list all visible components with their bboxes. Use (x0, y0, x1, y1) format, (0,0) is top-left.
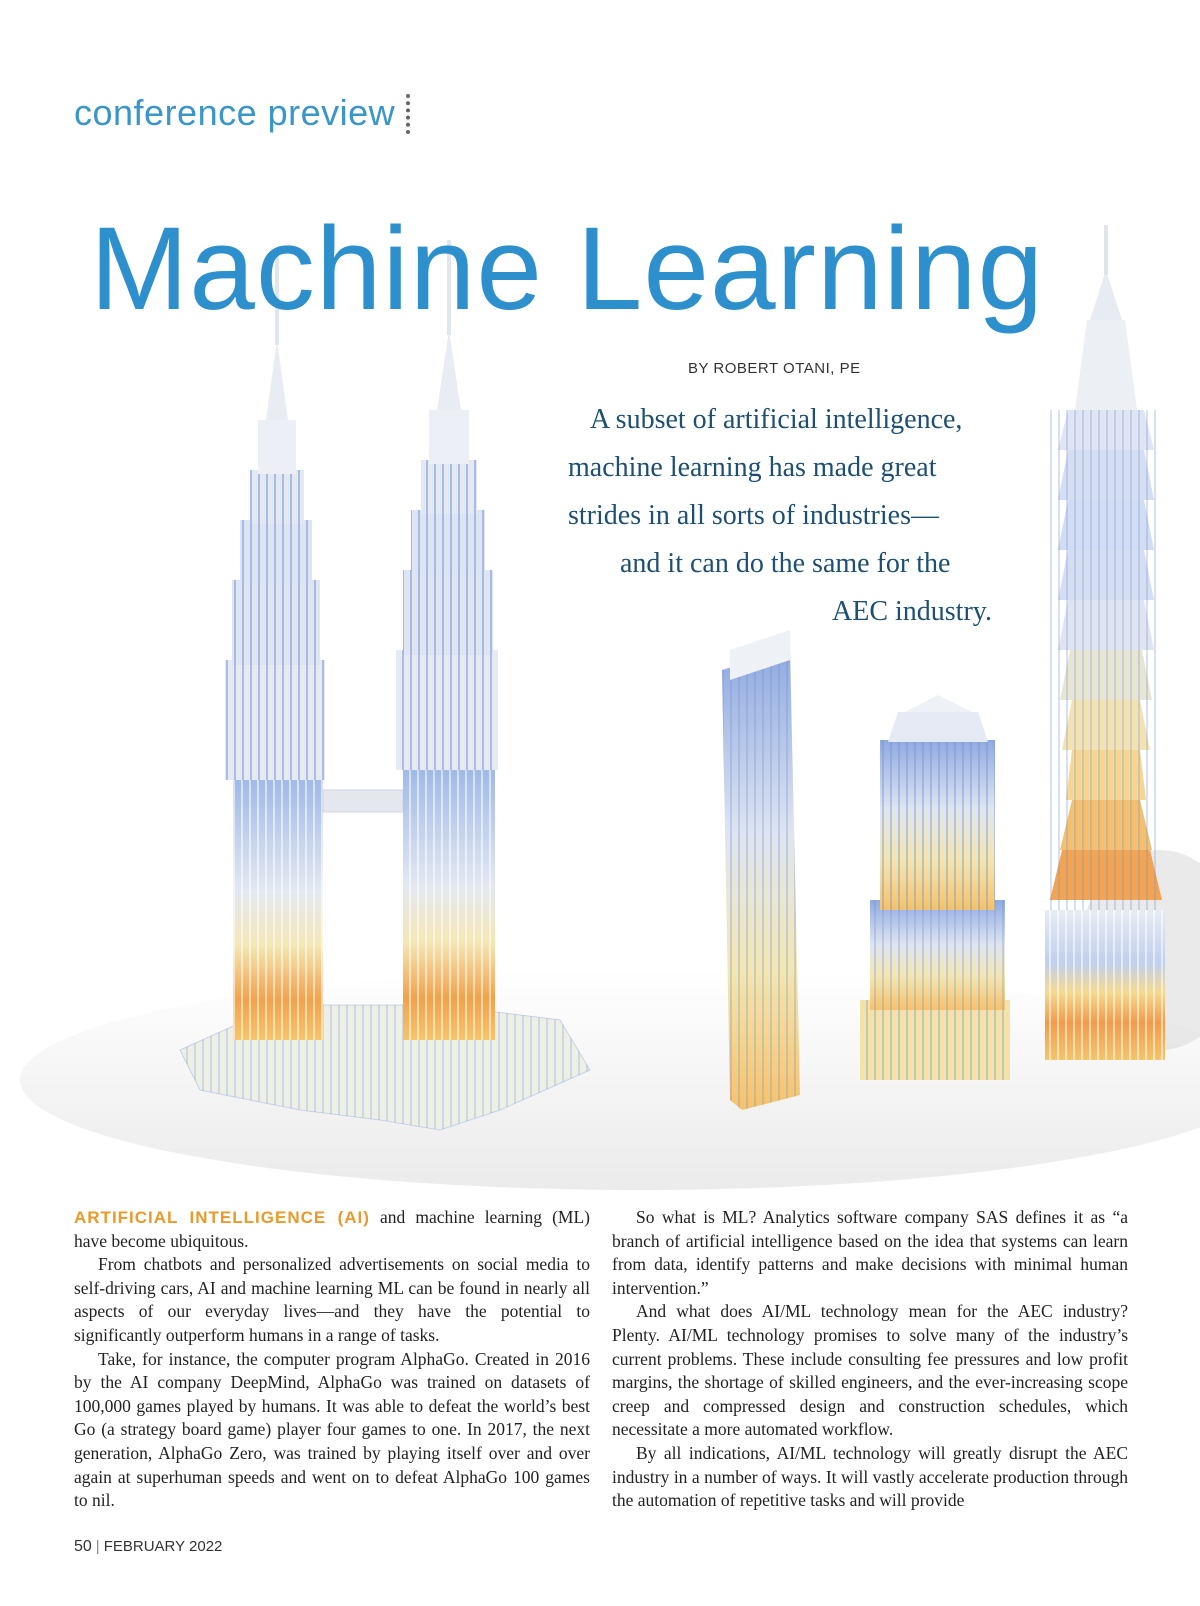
article-title: Machine Learning (90, 203, 1045, 335)
body-column-right (612, 1206, 1128, 1513)
deck-line: AEC industry. (832, 596, 992, 627)
section-dots-divider (406, 94, 416, 134)
footer-separator: | (95, 1538, 100, 1555)
body-column-left (74, 1206, 590, 1513)
body-text: and machine learning (ML) have become ubiquitous. (74, 1207, 590, 1251)
section-label: conference preview (74, 92, 396, 133)
body-paragraph: And what does AI/ML technology mean for the AEC industry? Plenty. AI/ML technology promises to solve many of the industry’s current problems. These include consulting fee pressures and low profit margins, the shortage of skilled engineers, and the ever-increasing scope creep and compressed design and construction schedules, which necessitate a more automated workflow. (612, 1301, 1128, 1440)
deck-line: strides in all sorts of industries— (568, 500, 939, 531)
body-paragraph: Take, for instance, the computer program AlphaGo. Created in 2016 by the AI company DeepMind, AlphaGo was trained on datasets of 100,000 games played by humans. It was able to defeat the world’s best Go (a strategy board game) player four games to one. In 2017, the next generation, AlphaGo Zero, was trained by playing itself over and over again at superhuman speeds and went on to defeat AlphaGo 100 games to nil. (74, 1348, 590, 1511)
deck-line: A subset of artificial intelligence, (590, 404, 963, 435)
lead-in: ARTIFICIAL INTELLIGENCE (AI) (74, 1208, 370, 1227)
body-paragraph: By all indications, AI/ML technology will greatly disrupt the AEC industry in a number of ways. It will vastly accelerate production through the automation of repetitive tasks and will provide (612, 1442, 1128, 1511)
body-paragraph: So what is ML? Analytics software company SAS defines it as “a branch of artificial intelligence based on the idea that systems can learn from data, identify patterns and make decisions with minimal human intervention.” (612, 1207, 1128, 1298)
article-byline: BY ROBERT OTANI, PE (688, 360, 861, 377)
deck-line: machine learning has made great (568, 452, 937, 483)
page-footer (74, 1538, 222, 1556)
deck-line: and it can do the same for the (620, 548, 951, 579)
body-paragraph: From chatbots and personalized advertisements on social media to self-driving cars, AI and machine learning ML can be found in nearly all aspects of our everyday lives—and they have the potential to significantly outperform humans in a range of tasks. (74, 1254, 590, 1345)
body-paragraph (74, 1206, 590, 1253)
building-structural-models-illustration (0, 200, 1200, 1190)
issue-date: FEBRUARY 2022 (103, 1538, 223, 1555)
page-number: 50 (74, 1538, 92, 1555)
